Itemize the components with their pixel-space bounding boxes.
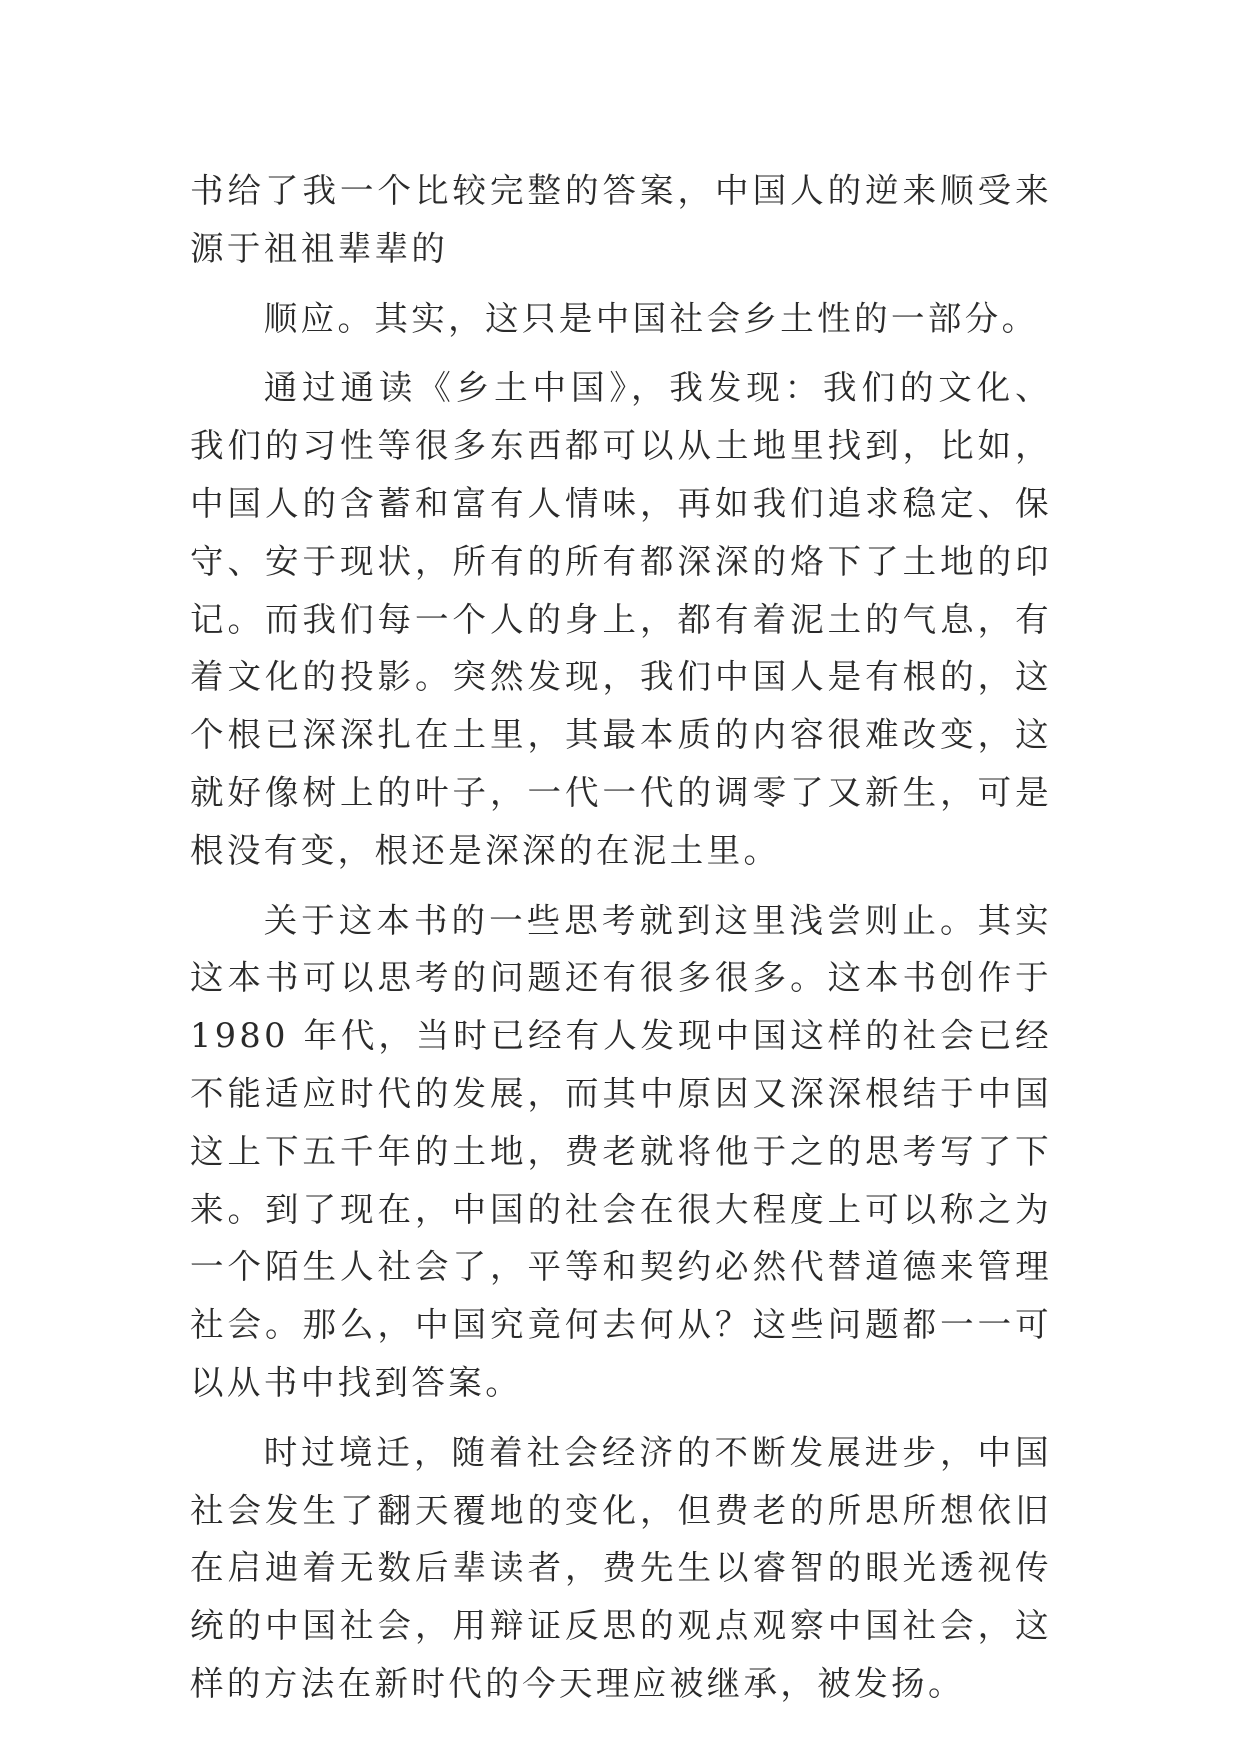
paragraph-3: 通过通读《乡土中国》，我发现：我们的文化、我们的习性等很多东西都可以从土地里找到，比如，中国人的含蓄和富有人情味，再如我们追求稳定、保守、安于现状，所有的所有都深深的烙下了土地的印记。而我们每一个人的身上，都有着泥土的气息，有着文化的投影。突然发现，我们中国人是有根的，这个根已深深扎在土里，其最本质的内容很难改变，这就好像树上的叶子，一代一代的调零了又新生，可是根没有变，根还是深深的在泥土里。	[190, 368, 1052, 870]
paragraph-4: 关于这本书的一些思考就到这里浅尝则止。其实这本书可以思考的问题还有很多很多。这本书创作于 1980 年代，当时已经有人发现中国这样的社会已经不能适应时代的发展，而其中原因又深深根结于中国这上下五千年的土地，费老就将他于之的思考写了下来。到了现在，中国的社会在很大程度上可以称之为一个陌生人社会了，平等和契约必然代替道德来管理社会。那么，中国究竟何去何从？这些问题都一一可以从书中找到答案。	[190, 900, 1052, 1402]
paragraph-2: 顺应。其实，这只是中国社会乡土性的一部分。	[263, 298, 1039, 338]
paragraph-1: 书给了我一个比较完整的答案，中国人的逆来顺受来源于祖祖辈辈的	[190, 171, 1052, 268]
paragraph-5: 时过境迁，随着社会经济的不断发展进步，中国社会发生了翻天覆地的变化，但费老的所思所想依旧在启迪着无数后辈读者，费先生以睿智的眼光透视传统的中国社会，用辩证反思的观点观察中国社会，这样的方法在新时代的今天理应被继承，被发扬。	[190, 1432, 1052, 1703]
document-body	[190, 162, 1052, 1725]
